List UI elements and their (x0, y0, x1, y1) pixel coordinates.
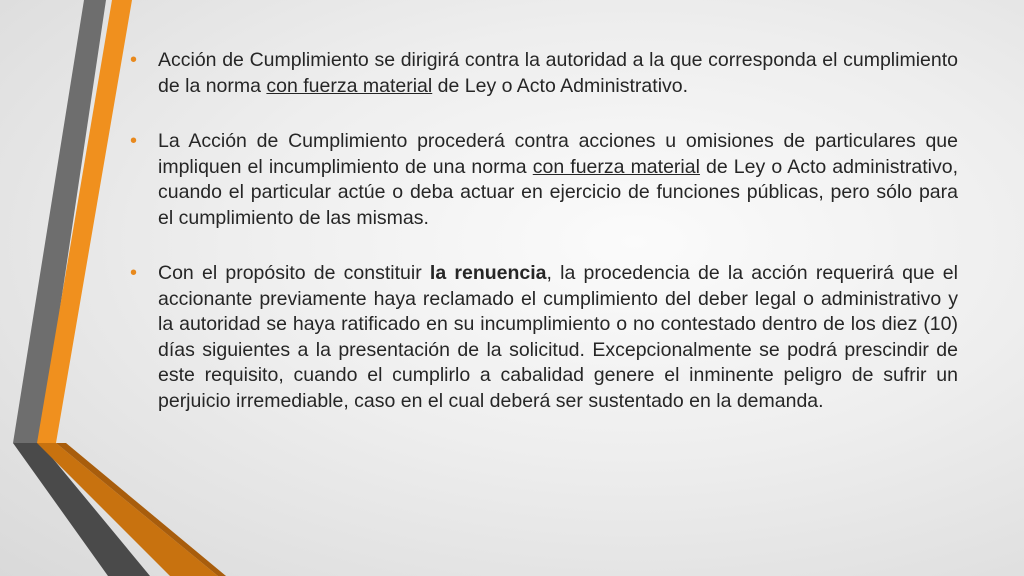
bullet-text: Acción de Cumplimiento se dirigirá contra la autoridad a la que corresponda el cumplimiento de la norma (158, 49, 958, 97)
bold-phrase: la renuencia (429, 262, 547, 284)
bullet-text: Con el propósito de constituir (158, 262, 430, 284)
bullet-text: de Ley o Acto administrativo, cuando el particular actúe o deba actuar en ejercicio de funciones públicas, pero sólo para el cumplimiento de las mismas. (158, 155, 959, 229)
bullet-item (130, 129, 958, 231)
underlined-phrase: con fuerza material (532, 155, 700, 178)
bullet-text: de Ley o Acto Administrativo. (432, 74, 689, 97)
bullet-text: , la procedencia de la acción requerirá que el accionante previamente haya reclamado el cumplimiento del deber legal o administrativo y la autoridad se haya ratificado en su incumplimiento o no contestado dentro de los diez (10) días siguientes a la presentación de la solicitud. Excepcionalmente se podrá prescindir de este requisito, cuando el cumplirlo a cabalidad genere el inminente peligro de sufrir un perjuicio irremediable, caso en el cual deberá ser sustentado en la demanda. (158, 262, 958, 412)
bullet-item (130, 48, 958, 99)
bullet-item (130, 261, 958, 414)
bullet-list (130, 48, 958, 444)
bullet-marker: • (130, 262, 138, 284)
underlined-phrase: con fuerza material (266, 74, 433, 97)
bullet-marker: • (130, 130, 138, 152)
bullet-marker: • (130, 49, 138, 71)
bullet-text: La Acción de Cumplimiento procederá contra acciones u omisiones de particulares que impliquen el incumplimiento de una norma (158, 130, 958, 178)
